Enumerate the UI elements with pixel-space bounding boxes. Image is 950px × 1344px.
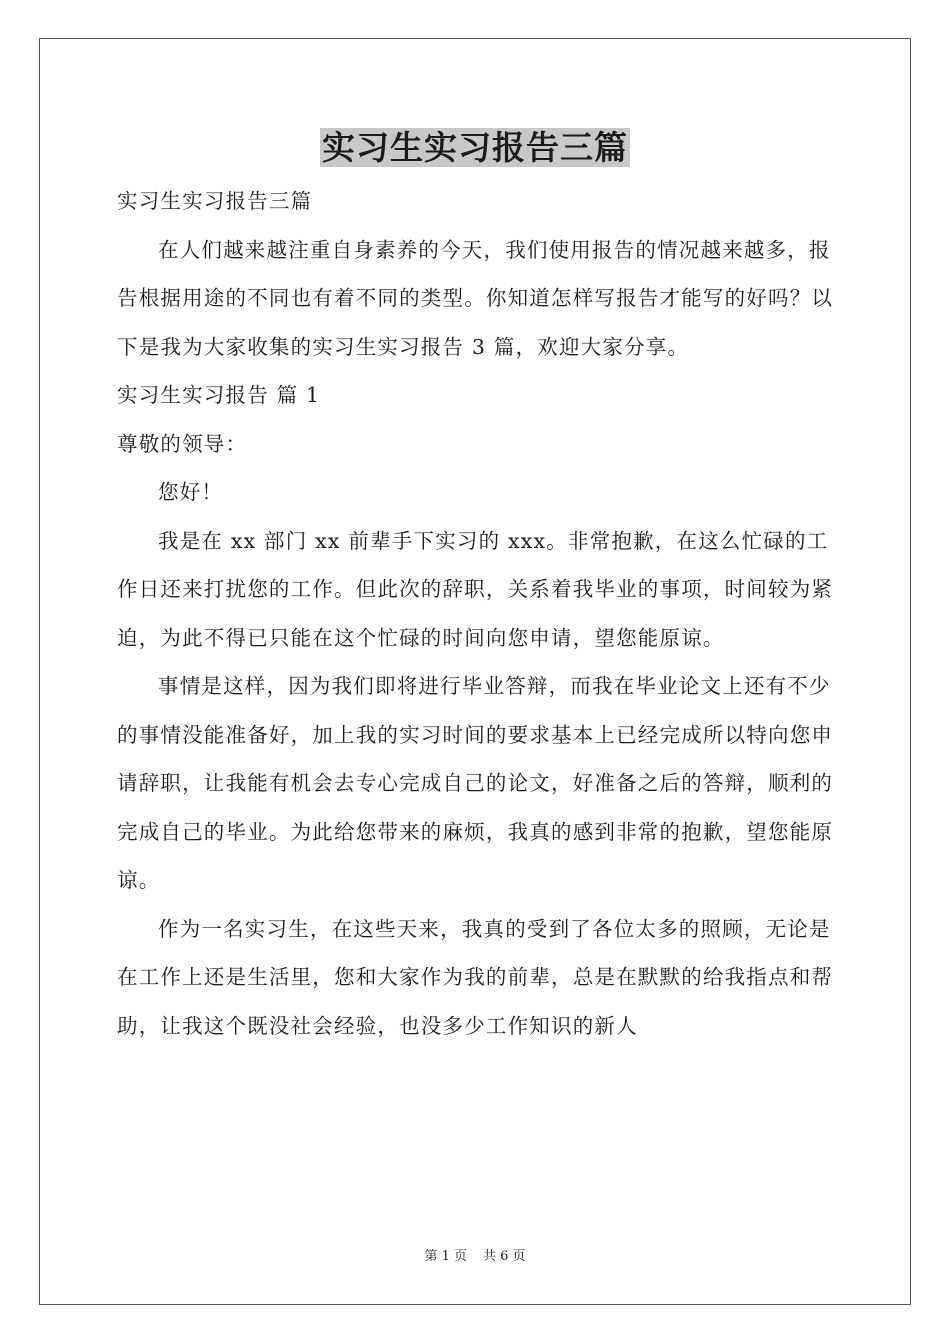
- page-footer: [0, 1248, 950, 1266]
- page-number: 第 1 页: [424, 1249, 467, 1264]
- document-body: [117, 177, 837, 1050]
- paragraph-section-heading: 实习生实习报告 篇 1: [117, 383, 321, 407]
- paragraph-body-1: 我是在 xx 部门 xx 前辈手下实习的 xxx。非常抱歉，在这么忙碌的工作日还来打扰您的工作。但此次的辞职，关系着我毕业的事项，时间较为紧迫，为此不得已只能在这个忙碌的时间向您申请，望您能原谅。: [117, 528, 834, 650]
- paragraph-greeting: 您好！: [158, 480, 224, 504]
- paragraph-intro: 在人们越来越注重自身素养的今天，我们使用报告的情况越来越多，报告根据用途的不同也有着不同的类型。你知道怎样写报告才能写的好吗？以下是我为大家收集的实习生实习报告 3 篇，欢迎大家分享。: [117, 237, 834, 359]
- paragraph-subtitle: 实习生实习报告三篇: [117, 189, 313, 213]
- document-title: [0, 126, 950, 170]
- document-title-text: 实习生实习报告三篇: [322, 128, 628, 167]
- page-total: 共 6 页: [483, 1249, 526, 1264]
- paragraph-salutation: 尊敬的领导：: [117, 431, 248, 456]
- paragraph-body-2: 事情是这样，因为我们即将进行毕业答辩，而我在毕业论文上还有不少的事情没能准备好，加上我的实习时间的要求基本上已经完成所以特向您申请辞职，让我能有机会去专心完成自己的论文，好准备之后的答辩，顺利的完成自己的毕业。为此给您带来的麻烦，我真的感到非常的抱歉，望您能原谅。: [117, 674, 834, 892]
- paragraph-body-3: 作为一名实习生，在这些天来，我真的受到了各位太多的照顾，无论是在工作上还是生活里，您和大家作为我的前辈，总是在默默的给我指点和帮助，让我这个既没社会经验，也没多少工作知识的新人: [117, 916, 834, 1038]
